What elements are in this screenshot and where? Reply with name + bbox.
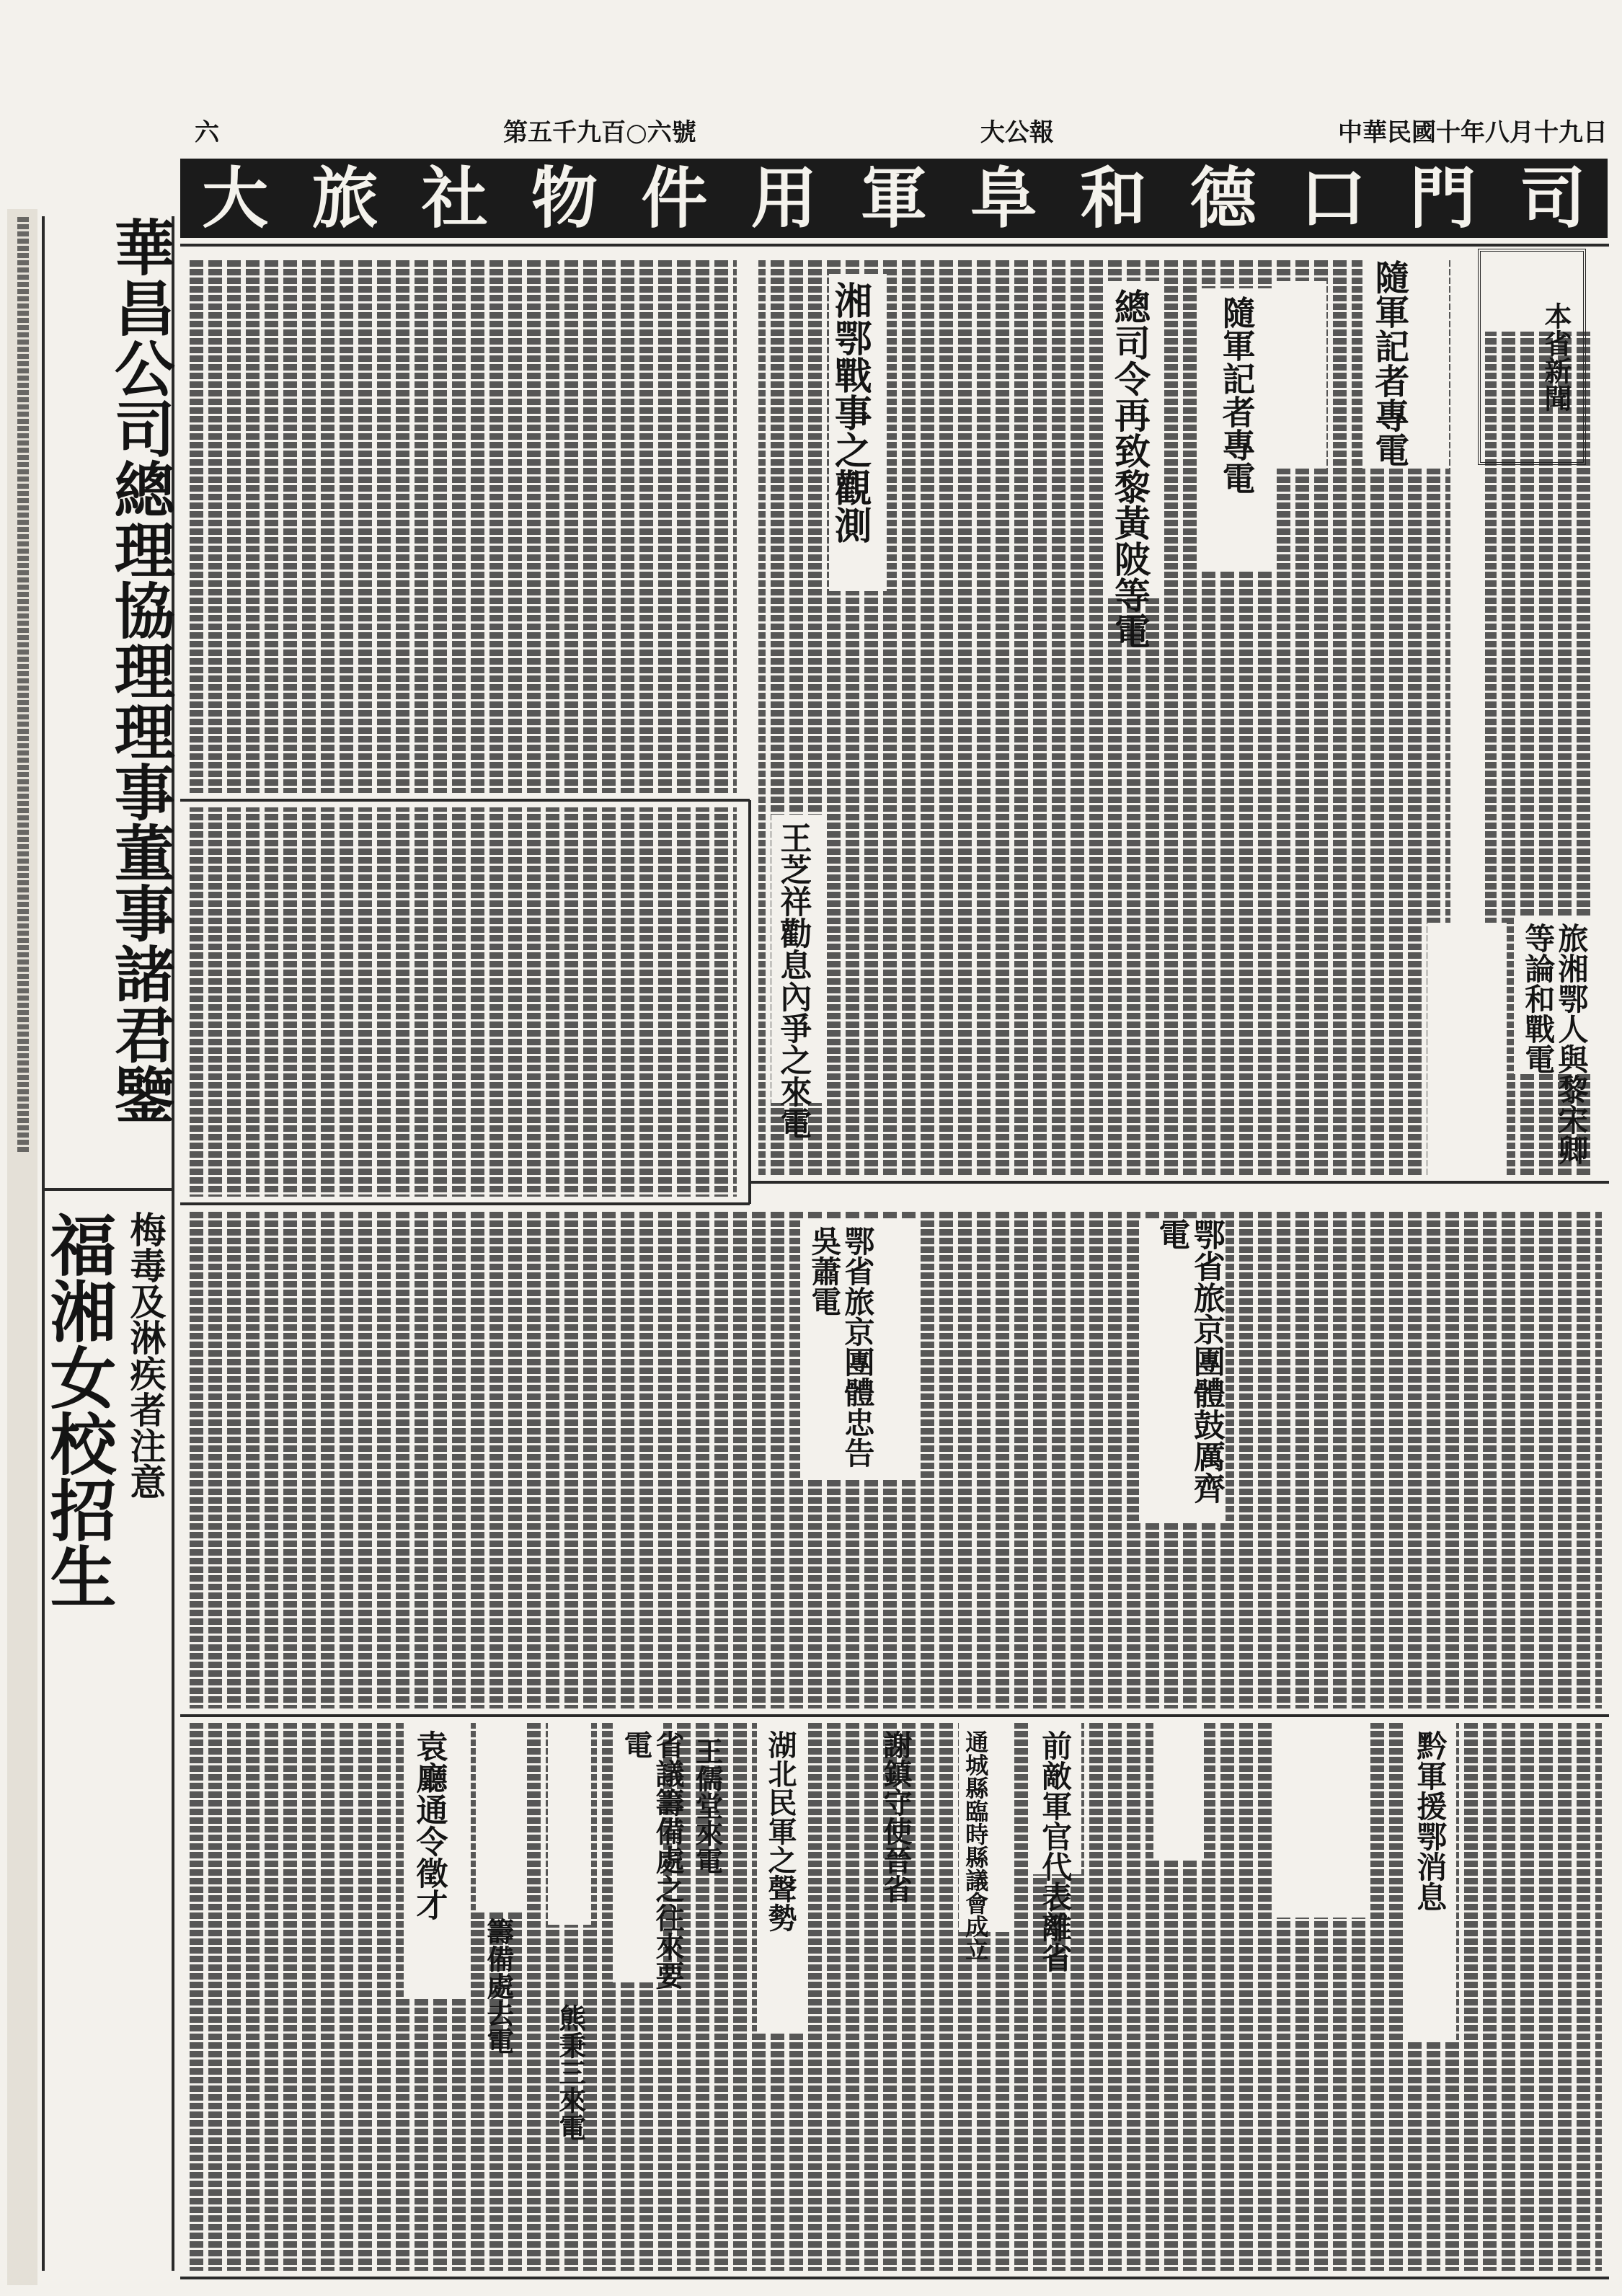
ad-huachang-title: 華昌公司總理協理理事董事諸君鑒 [105, 216, 177, 1125]
ad-banner [180, 159, 1608, 238]
banner-char: 德 [1189, 159, 1257, 237]
headline-1: 隨軍記者專電 [1368, 260, 1409, 467]
banner-char: 社 [421, 159, 488, 237]
banner-char: 用 [750, 159, 817, 237]
headline-2: 隨軍記者專電 [1217, 296, 1257, 495]
headline-18: 王儒堂來電 [691, 1737, 724, 1874]
headline-15: 袁廳通令徵才 [410, 1730, 448, 1920]
page-mark: 六 [195, 118, 219, 147]
ad-meidu-title: 梅毒及淋疾者注意 [124, 1211, 167, 1499]
banner-char: 旅 [311, 159, 378, 237]
folio-right: 中華民國十年八月十九日 [1338, 118, 1608, 147]
banner-char: 門 [1409, 159, 1476, 237]
folio-line [195, 108, 1608, 151]
banner-char: 大 [202, 159, 269, 237]
section-label [1478, 249, 1586, 465]
headline-13: 省議籌備處之往來要電 [619, 1730, 685, 1990]
banner-char: 件 [641, 159, 708, 237]
headline-8: 鄂省旅京團體忠告吳蕭電 [807, 1225, 876, 1468]
headline-9: 前敵軍官代表離省 [1037, 1730, 1073, 1972]
banner-char: 司 [1519, 159, 1586, 237]
headline-6: 旅湘鄂人與黎宋卿等論和戰電 [1520, 923, 1590, 1165]
folio-left: 第五千九百○六號 [503, 118, 696, 147]
ad-huachang [105, 216, 177, 1182]
headline-16: 籌備處去電 [482, 1918, 515, 2055]
headline-4: 湘鄂戰事之觀測 [828, 281, 872, 544]
ad-meidu [124, 1211, 167, 1658]
headline-7: 鄂省旅京團體鼓厲齊電 [1153, 1218, 1225, 1504]
headline-11: 謝鎮守使晉省 [879, 1730, 913, 1903]
headline-12: 湖北民軍之聲勢 [763, 1730, 797, 1932]
headline-14: 通城縣臨時縣議會成立 [962, 1730, 990, 1961]
folio-center: 大公報 [980, 118, 1054, 147]
headline-3: 總司令再致黎黃陂等電 [1109, 288, 1151, 649]
headline-17: 熊秉三來電 [554, 2004, 587, 2141]
banner-char: 阜 [970, 159, 1037, 237]
banner-char: 物 [531, 159, 598, 237]
banner-char: 和 [1080, 159, 1147, 237]
ad-fuxiang [39, 1211, 118, 1860]
headline-10: 黔軍援鄂消息 [1412, 1730, 1448, 1912]
section-label-text: 本省新聞 [1540, 302, 1572, 412]
banner-char: 軍 [860, 159, 927, 237]
banner-char: 口 [1300, 159, 1367, 237]
headline-5: 王芝祥勸息內爭之來電 [774, 822, 812, 1139]
ad-fuxiang-title: 福湘女校招生 [39, 1211, 118, 1609]
